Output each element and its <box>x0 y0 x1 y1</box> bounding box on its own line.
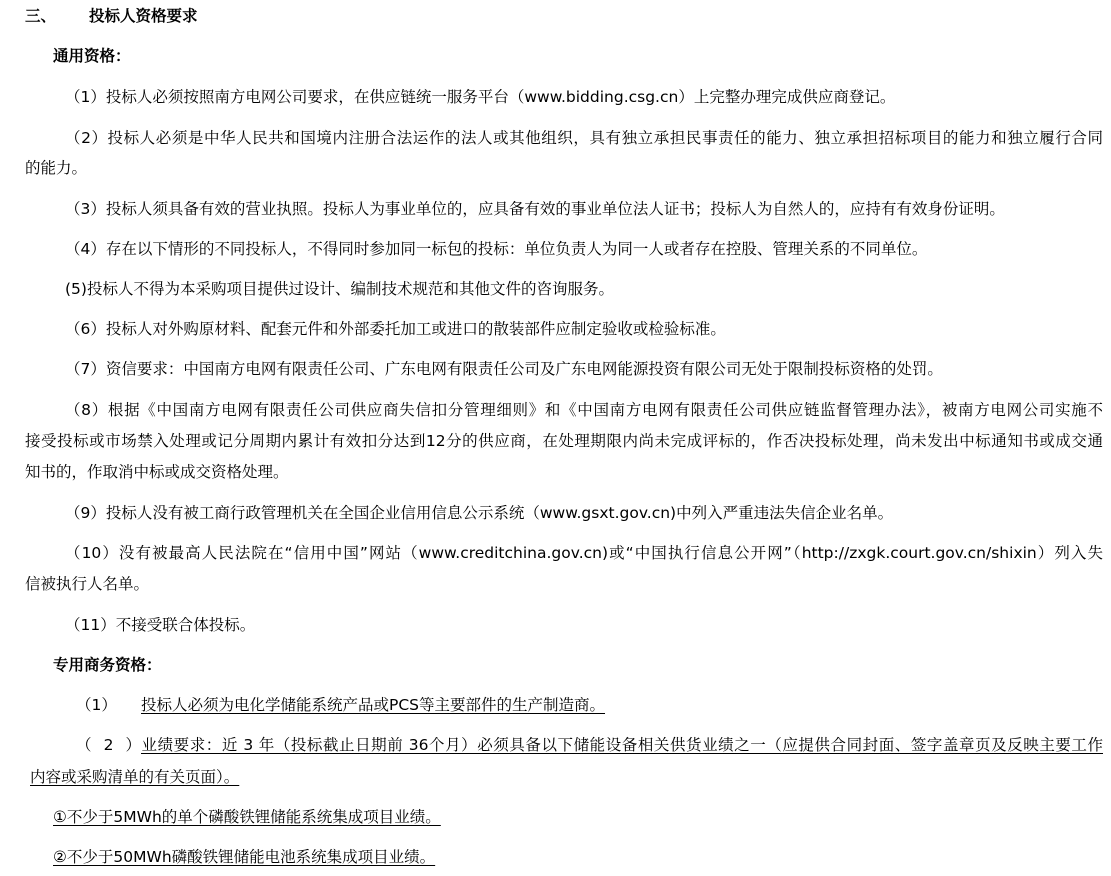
special-item-2-text: 业绩要求：近 3 年（投标截止日期前 36个月）必须具备以下储能设备相关供货业绩之一（应提供合同封面、签字盖章页及反映主要工作 <box>141 736 1103 754</box>
special-item-1-text: 投标人必须为电化学储能系统产品或PCS等主要部件的生产制造商。 <box>141 696 606 714</box>
general-item-1: （1）投标人必须按照南方电网公司要求，在供应链统一服务平台（www.bidding.csg.cn）上完整办理完成供应商登记。 <box>65 88 896 106</box>
section-heading <box>25 6 198 26</box>
special-item-2 <box>76 735 1103 755</box>
general-qualification-heading: 通用资格： <box>53 47 131 65</box>
general-item-6: （6）投标人对外购原材料、配套元件和外部委托加工或进口的散装部件应制定验收或检验标准。 <box>65 320 726 338</box>
general-item-8-cont-2: 知书的，作取消中标或成交资格处理。 <box>25 463 289 481</box>
special-sub-item-1: ①不少于5MWh的单个磷酸铁锂储能系统集成项目业绩。 <box>53 808 441 826</box>
special-qualification-heading: 专用商务资格： <box>53 656 162 674</box>
special-item-2-cont: 内容或采购清单的有关页面）。 <box>30 768 240 786</box>
general-item-8-cont-1: 接受投标或市场禁入处理或记分周期内累计有效扣分达到12分的供应商，在处理期限内尚未完成评标的，作否决投标处理，尚未发出中标通知书或成交通 <box>25 432 1103 450</box>
general-item-11: （11）不接受联合体投标。 <box>65 616 256 634</box>
special-item-2-number: （2） <box>76 736 141 754</box>
general-item-2: （2）投标人必须是中华人民共和国境内注册合法运作的法人或其他组织，具有独立承担民事责任的能力、独立承担招标项目的能力和独立履行合同 <box>65 129 1103 147</box>
general-item-10-cont: 信被执行人名单。 <box>25 575 150 593</box>
special-sub-item-2: ②不少于50MWh磷酸铁锂储能电池系统集成项目业绩。 <box>53 848 436 866</box>
general-item-2-cont: 的能力。 <box>25 159 88 177</box>
special-item-1-number: （1） <box>76 696 117 714</box>
general-item-8: （8）根据《中国南方电网有限责任公司供应商失信扣分管理细则》和《中国南方电网有限责任公司供应链监督管理办法》，被南方电网公司实施不 <box>65 401 1103 419</box>
general-item-5: (5)投标人不得为本采购项目提供过设计、编制技术规范和其他文件的咨询服务。 <box>65 280 614 298</box>
section-title: 投标人资格要求 <box>89 7 198 25</box>
general-item-7: （7）资信要求：中国南方电网有限责任公司、广东电网有限责任公司及广东电网能源投资有限公司无处于限制投标资格的处罚。 <box>65 360 943 378</box>
general-item-9: （9）投标人没有被工商行政管理机关在全国企业信用信息公示系统（www.gsxt.gov.cn)中列入严重违法失信企业名单。 <box>65 504 894 522</box>
general-item-10: （10）没有被最高人民法院在“信用中国”网站（www.creditchina.gov.cn)或“中国执行信息公开网”（http://zxgk.court.gov.cn/shixin）列入失 <box>65 544 1103 562</box>
general-item-3: （3）投标人须具备有效的营业执照。投标人为事业单位的，应具备有效的事业单位法人证书；投标人为自然人的，应持有有效身份证明。 <box>65 200 1005 218</box>
general-item-4: （4）存在以下情形的不同投标人，不得同时参加同一标包的投标：单位负责人为同一人或者存在控股、管理关系的不同单位。 <box>65 240 928 258</box>
section-number: 三、 <box>25 7 57 25</box>
special-item-1 <box>76 695 605 715</box>
